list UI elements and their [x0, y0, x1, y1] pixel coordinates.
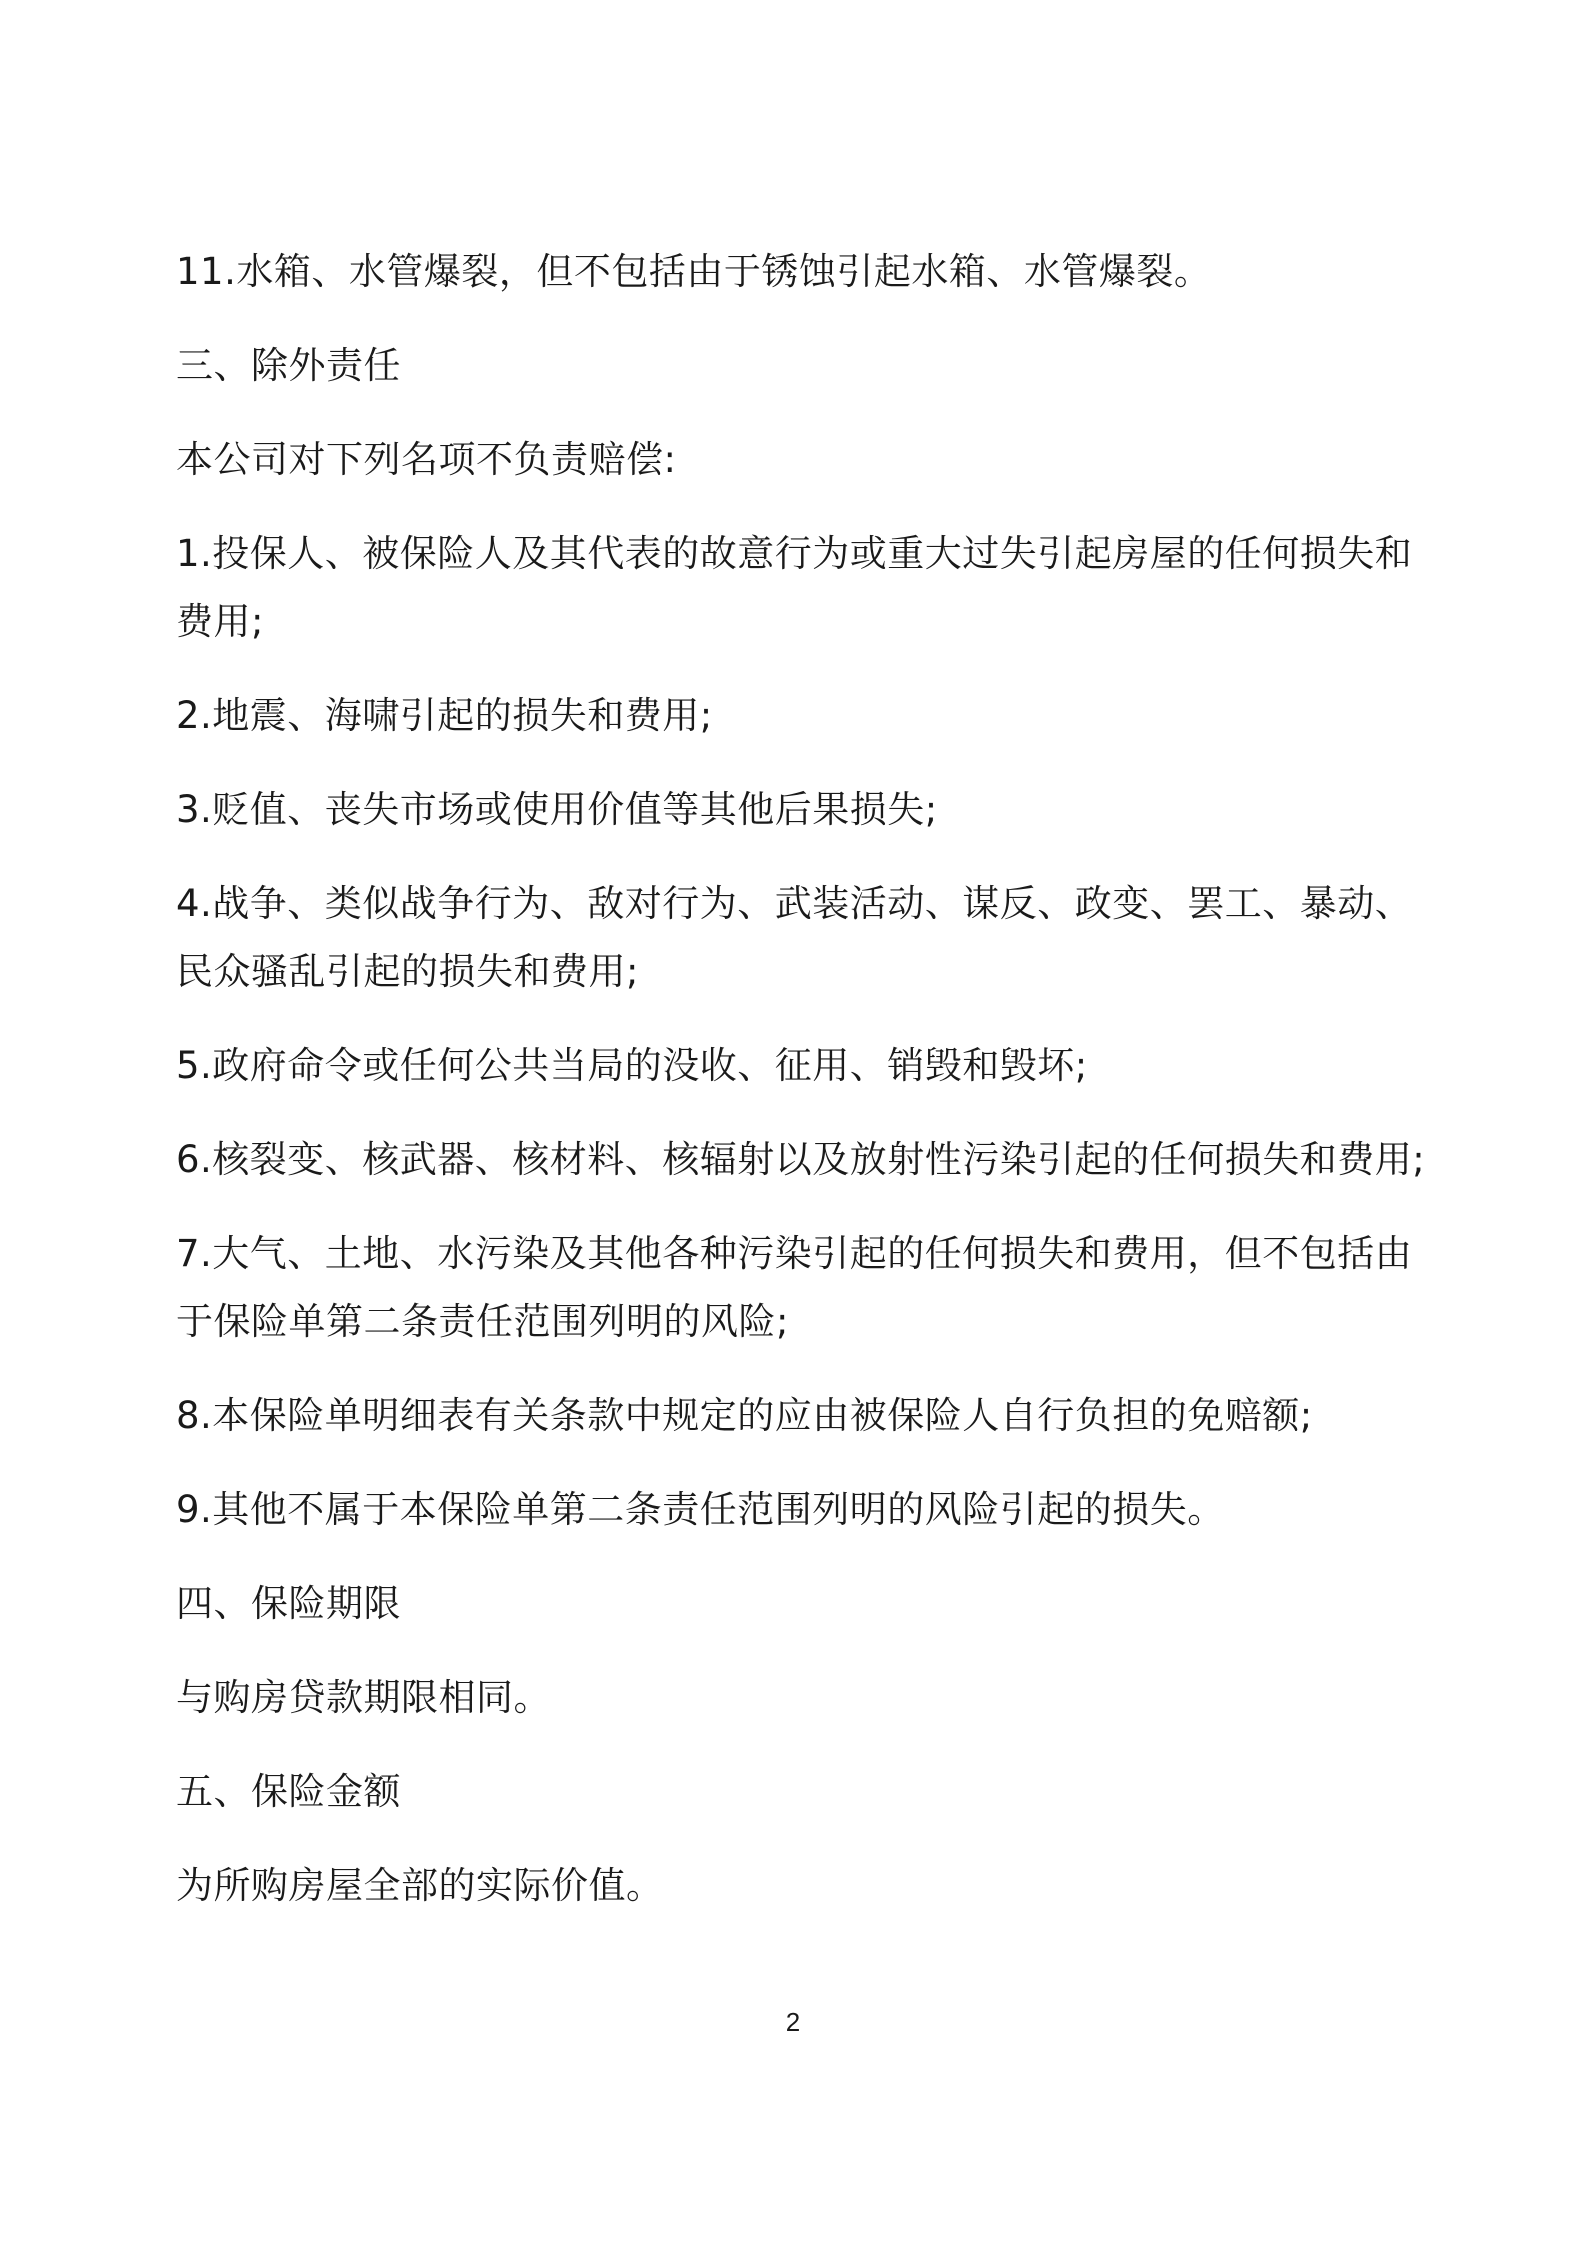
document-body — [176, 238, 1446, 1946]
section-heading-exclusions: 三、除外责任 — [176, 344, 401, 387]
exclusions-intro: 本公司对下列名项不负责赔偿: — [176, 438, 677, 481]
exclusion-item-6: 6.核裂变、核武器、核材料、核辐射以及放射性污染引起的任何损失和费用; — [176, 1138, 1426, 1181]
exclusion-item-5: 5.政府命令或任何公共当局的没收、征用、销毁和毁坏; — [176, 1044, 1088, 1087]
exclusion-item-3: 3.贬值、丧失市场或使用价值等其他后果损失; — [176, 788, 938, 831]
insurance-period-text: 与购房贷款期限相同。 — [176, 1676, 551, 1719]
exclusion-item-8: 8.本保险单明细表有关条款中规定的应由被保险人自行负担的免赔额; — [176, 1394, 1313, 1437]
exclusion-item-7: 7.大气、土地、水污染及其他各种污染引起的任何损失和费用，但不包括由于保险单第二条责任范围列明的风险; — [176, 1232, 1413, 1343]
exclusion-item-9: 9.其他不属于本保险单第二条责任范围列明的风险引起的损失。 — [176, 1488, 1225, 1531]
section-heading-insurance-period: 四、保险期限 — [176, 1582, 401, 1625]
exclusion-item-2: 2.地震、海啸引起的损失和费用; — [176, 694, 713, 737]
insured-amount-text: 为所购房屋全部的实际价值。 — [176, 1864, 664, 1907]
exclusion-item-4: 4.战争、类似战争行为、敌对行为、武装活动、谋反、政变、罢工、暴动、民众骚乱引起的损失和费用; — [176, 882, 1413, 993]
page-number: 2 — [785, 2007, 801, 2037]
section-heading-insured-amount: 五、保险金额 — [176, 1770, 401, 1813]
clause-11-water-pipe: 11.水箱、水管爆裂，但不包括由于锈蚀引起水箱、水管爆裂。 — [176, 250, 1212, 293]
exclusion-item-1: 1.投保人、被保险人及其代表的故意行为或重大过失引起房屋的任何损失和费用; — [176, 532, 1413, 643]
